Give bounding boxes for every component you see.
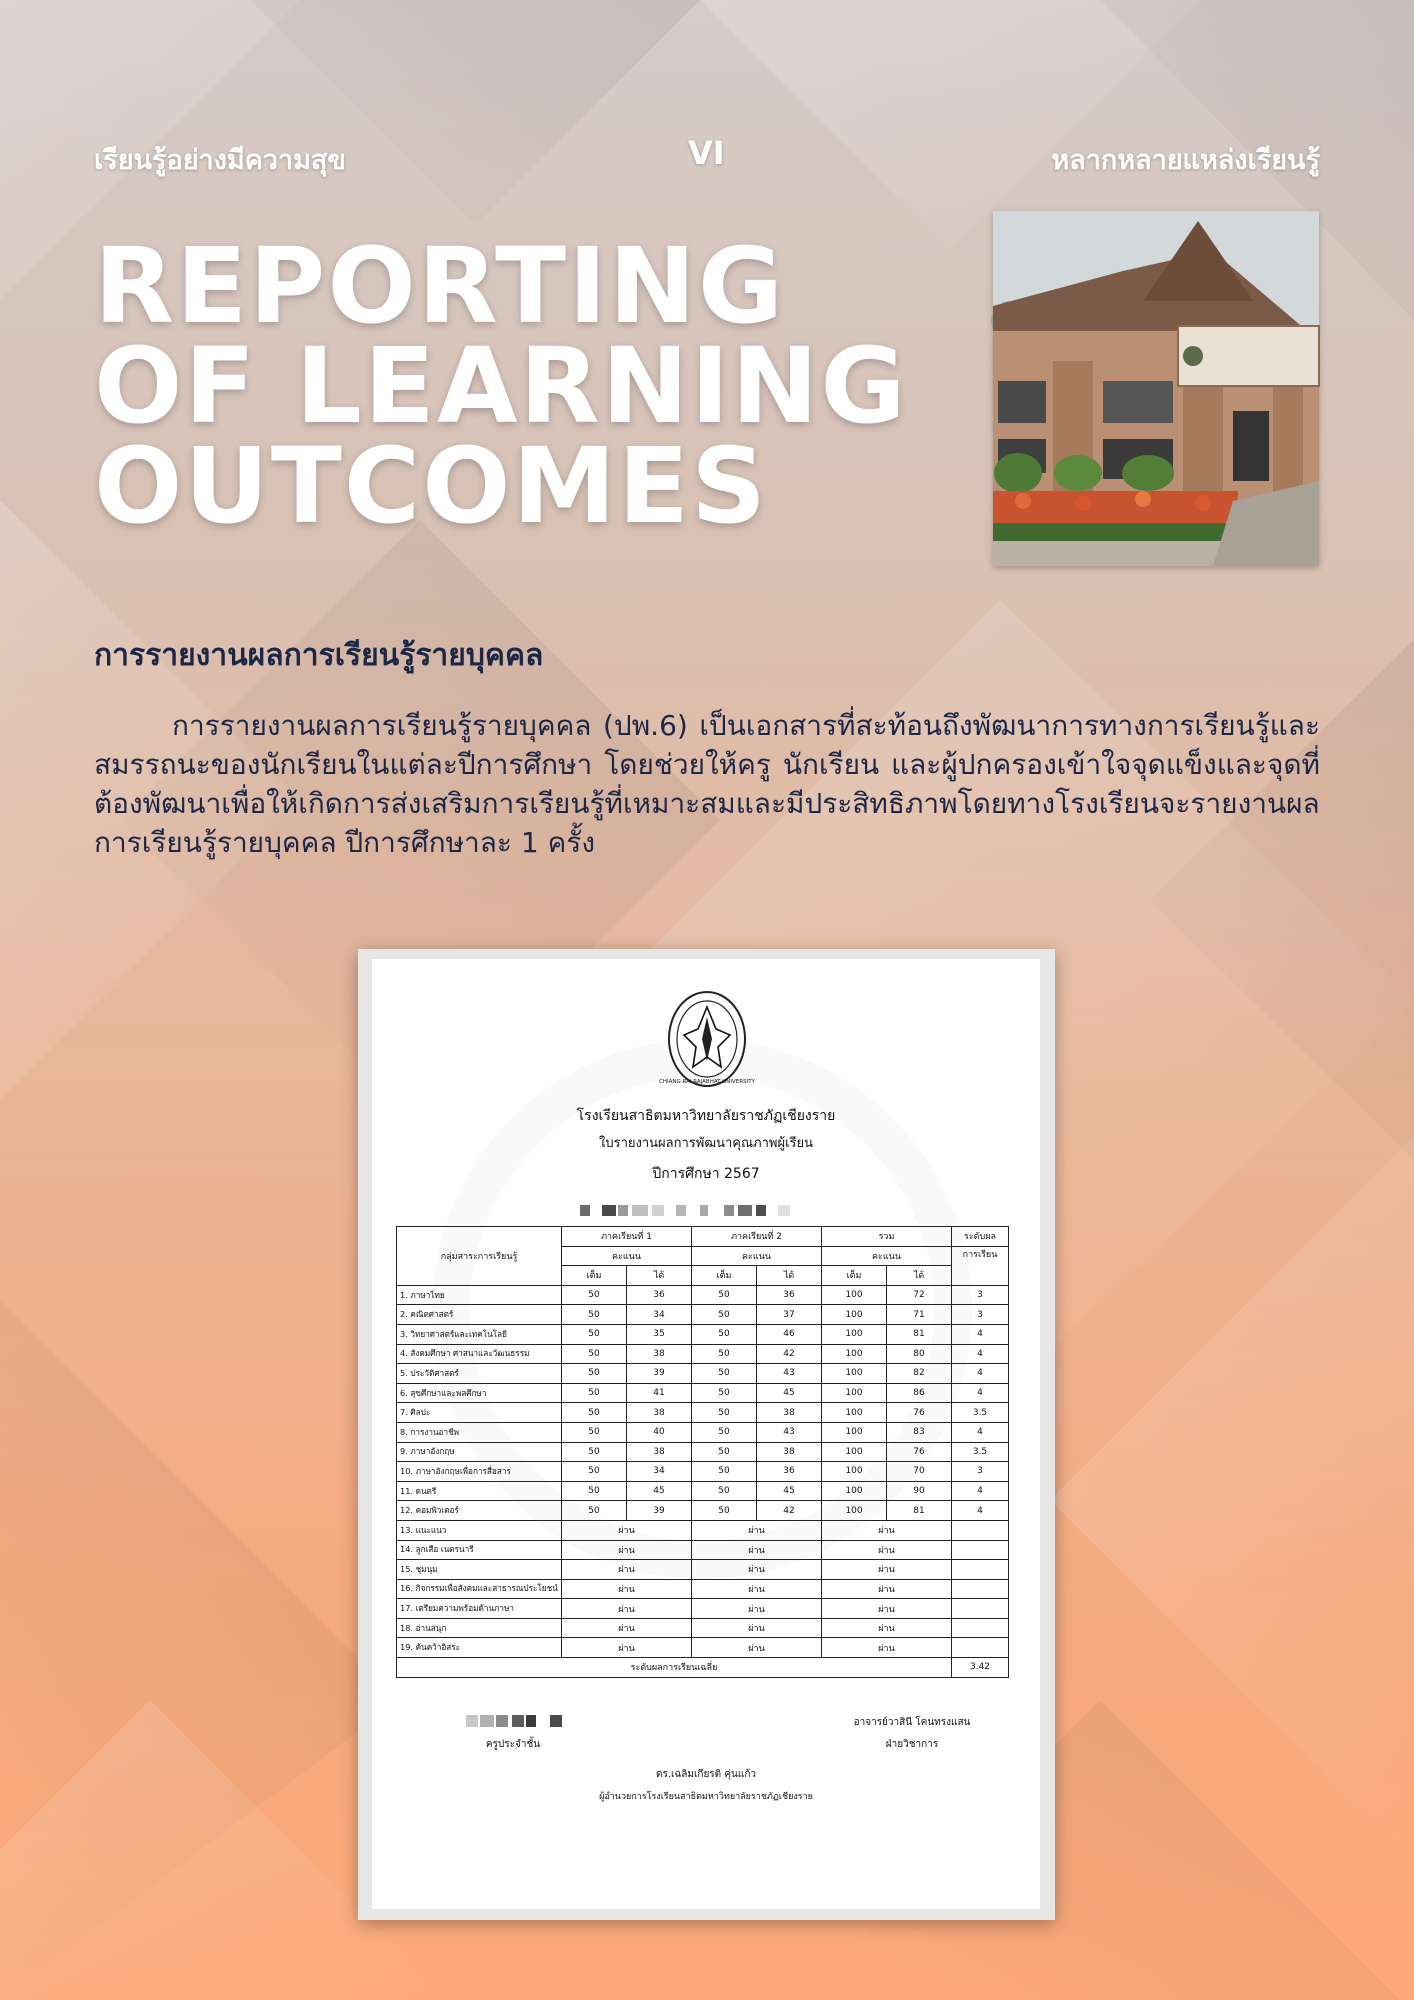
total-full: 100 xyxy=(822,1462,887,1482)
subject-name: 11. ดนตรี xyxy=(397,1481,562,1501)
header-score: คะแนน xyxy=(562,1246,692,1266)
t2-full: 50 xyxy=(692,1383,757,1403)
t2-got: 42 xyxy=(757,1344,822,1364)
activity-name: 18. อ่านสนุก xyxy=(397,1618,562,1638)
t2-got: 37 xyxy=(757,1305,822,1325)
activity-total: ผ่าน xyxy=(822,1560,952,1580)
t2-full: 50 xyxy=(692,1481,757,1501)
t2-full: 50 xyxy=(692,1462,757,1482)
activity-name: 13. แนะแนว xyxy=(397,1520,562,1540)
subject-name: 5. ประวัติศาสตร์ xyxy=(397,1364,562,1384)
activity-row xyxy=(397,1618,1009,1638)
activity-level xyxy=(952,1618,1009,1638)
activity-t2: ผ่าน xyxy=(692,1618,822,1638)
total-full: 100 xyxy=(822,1442,887,1462)
average-value: 3.42 xyxy=(952,1658,1009,1678)
t2-got: 42 xyxy=(757,1501,822,1521)
activity-total: ผ่าน xyxy=(822,1520,952,1540)
report-card-page xyxy=(372,959,1040,1909)
header-score: คะแนน xyxy=(822,1246,952,1266)
activity-total: ผ่าน xyxy=(822,1579,952,1599)
activity-name: 19. ค้นคว้าอิสระ xyxy=(397,1638,562,1658)
t2-got: 38 xyxy=(757,1403,822,1423)
header-right-slogan: หลากหลายแหล่งเรียนรู้ xyxy=(1051,145,1320,176)
t1-got: 45 xyxy=(627,1481,692,1501)
activity-level xyxy=(952,1540,1009,1560)
title-line-3: OUTCOMES xyxy=(94,425,768,547)
title-line-1: REPORTING xyxy=(94,225,786,347)
grade-level: 4 xyxy=(952,1501,1009,1521)
activity-row xyxy=(397,1520,1009,1540)
table-row xyxy=(397,1422,1009,1442)
grade-level: 4 xyxy=(952,1344,1009,1364)
t1-full: 50 xyxy=(562,1344,627,1364)
table-row xyxy=(397,1344,1009,1364)
director-role: ผู้อำนวยการโรงเรียนสาธิตมหาวิทยาลัยราชภัฏเชียงราย xyxy=(599,1792,813,1802)
t2-got: 43 xyxy=(757,1422,822,1442)
t2-got: 36 xyxy=(757,1462,822,1482)
total-full: 100 xyxy=(822,1501,887,1521)
activity-t1: ผ่าน xyxy=(562,1520,692,1540)
section-body-text: การรายงานผลการเรียนรู้รายบุคคล (ปพ.6) เป็นเอกสารที่สะท้อนถึงพัฒนาการทางการเรียนรู้และสมรรถนะของนักเรียนในแต่ละปีการศึกษา โดยช่วยให้ครู นักเรียน และผู้ปกครองเข้าใจจุดแข็งและจุดที่ต้องพัฒนาเพื่อให้เกิดการส่งเสริมการเรียนรู้ที่เหมาะสมและมีประสิทธิภาพโดยทางโรงเรียนจะรายงานผลการเรียนรู้รายบุคคล ปีการศึกษาละ 1 ครั้ง xyxy=(94,709,1320,859)
t2-full: 50 xyxy=(692,1324,757,1344)
activity-t2: ผ่าน xyxy=(692,1540,822,1560)
subject-name: 4. สังคมศึกษา ศาสนาและวัฒนธรรม xyxy=(397,1344,562,1364)
header-row xyxy=(94,134,1320,182)
total-full: 100 xyxy=(822,1344,887,1364)
t2-got: 43 xyxy=(757,1364,822,1384)
total-got: 81 xyxy=(887,1501,952,1521)
total-full: 100 xyxy=(822,1324,887,1344)
section-number: VI xyxy=(688,134,725,172)
table-row xyxy=(397,1305,1009,1325)
table-row xyxy=(397,1462,1009,1482)
svg-text:CHIANG RAI RAJABHAT UNIVERSITY: CHIANG RAI RAJABHAT UNIVERSITY xyxy=(659,1079,755,1085)
activity-level xyxy=(952,1638,1009,1658)
t1-full: 50 xyxy=(562,1422,627,1442)
total-got: 82 xyxy=(887,1364,952,1384)
t1-got: 39 xyxy=(627,1364,692,1384)
t1-got: 38 xyxy=(627,1403,692,1423)
t1-full: 50 xyxy=(562,1285,627,1305)
grades-table xyxy=(396,1226,1009,1678)
average-label: ระดับผลการเรียนเฉลี่ย xyxy=(397,1658,952,1678)
activity-total: ผ่าน xyxy=(822,1638,952,1658)
total-full: 100 xyxy=(822,1481,887,1501)
subject-name: 10. ภาษาอังกฤษเพื่อการสื่อสาร xyxy=(397,1462,562,1482)
total-full: 100 xyxy=(822,1364,887,1384)
activity-t1: ผ่าน xyxy=(562,1599,692,1619)
total-got: 80 xyxy=(887,1344,952,1364)
total-got: 83 xyxy=(887,1422,952,1442)
school-name: โรงเรียนสาธิตมหาวิทยาลัยราชภัฏเชียงราย xyxy=(576,1108,836,1124)
subject-name: 9. ภาษาอังกฤษ xyxy=(397,1442,562,1462)
activity-level xyxy=(952,1599,1009,1619)
t1-got: 34 xyxy=(627,1305,692,1325)
grade-level: 4 xyxy=(952,1481,1009,1501)
activity-total: ผ่าน xyxy=(822,1540,952,1560)
subject-name: 8. การงานอาชีพ xyxy=(397,1422,562,1442)
activity-t2: ผ่าน xyxy=(692,1599,822,1619)
grade-level: 4 xyxy=(952,1383,1009,1403)
header-full: เต็ม xyxy=(822,1266,887,1286)
t1-got: 38 xyxy=(627,1344,692,1364)
header-full: เต็ม xyxy=(562,1266,627,1286)
activity-t1: ผ่าน xyxy=(562,1560,692,1580)
t1-got: 38 xyxy=(627,1442,692,1462)
table-row xyxy=(397,1442,1009,1462)
t2-full: 50 xyxy=(692,1501,757,1521)
t1-got: 40 xyxy=(627,1422,692,1442)
t1-full: 50 xyxy=(562,1462,627,1482)
t1-got: 35 xyxy=(627,1324,692,1344)
activity-name: 14. ลูกเสือ เนตรนารี xyxy=(397,1540,562,1560)
t2-full: 50 xyxy=(692,1422,757,1442)
activity-name: 17. เตรียมความพร้อมด้านภาษา xyxy=(397,1599,562,1619)
total-got: 72 xyxy=(887,1285,952,1305)
grade-level: 4 xyxy=(952,1422,1009,1442)
total-got: 81 xyxy=(887,1324,952,1344)
activity-t2: ผ่าน xyxy=(692,1638,822,1658)
t2-full: 50 xyxy=(692,1364,757,1384)
total-full: 100 xyxy=(822,1383,887,1403)
t2-got: 38 xyxy=(757,1442,822,1462)
t1-got: 39 xyxy=(627,1501,692,1521)
director-name: ดร.เฉลิมเกียรติ คุ่นแก้ว xyxy=(655,1769,756,1780)
table-row xyxy=(397,1285,1009,1305)
activity-t2: ผ่าน xyxy=(692,1560,822,1580)
header-score: คะแนน xyxy=(692,1246,822,1266)
activity-total: ผ่าน xyxy=(822,1599,952,1619)
total-full: 100 xyxy=(822,1403,887,1423)
section-heading: การรายงานผลการเรียนรู้รายบุคคล xyxy=(94,638,544,673)
header-full: เต็ม xyxy=(692,1266,757,1286)
subject-name: 3. วิทยาศาสตร์และเทคโนโลยี xyxy=(397,1324,562,1344)
table-row xyxy=(397,1403,1009,1423)
t1-full: 50 xyxy=(562,1481,627,1501)
activity-t1: ผ่าน xyxy=(562,1579,692,1599)
t1-full: 50 xyxy=(562,1364,627,1384)
table-row xyxy=(397,1383,1009,1403)
total-got: 76 xyxy=(887,1403,952,1423)
t2-full: 50 xyxy=(692,1403,757,1423)
t1-full: 50 xyxy=(562,1305,627,1325)
activity-row xyxy=(397,1540,1009,1560)
table-row xyxy=(397,1324,1009,1344)
average-row xyxy=(397,1658,1009,1678)
report-title: ใบรายงานผลการพัฒนาคุณภาพผู้เรียน xyxy=(598,1136,813,1151)
subject-name: 6. สุขศึกษาและพลศึกษา xyxy=(397,1383,562,1403)
title-line-2: OF LEARNING xyxy=(94,325,908,447)
activity-row xyxy=(397,1579,1009,1599)
activity-row xyxy=(397,1560,1009,1580)
t2-got: 45 xyxy=(757,1383,822,1403)
activity-level xyxy=(952,1579,1009,1599)
header-got: ได้ xyxy=(887,1266,952,1286)
total-got: 70 xyxy=(887,1462,952,1482)
header-total: รวม xyxy=(822,1227,952,1247)
header-subject-group: กลุ่มสาระการเรียนรู้ xyxy=(397,1227,562,1286)
activity-total: ผ่าน xyxy=(822,1618,952,1638)
homeroom-teacher-role: ครูประจำชั้น xyxy=(485,1739,541,1750)
activity-row xyxy=(397,1638,1009,1658)
grade-level: 3 xyxy=(952,1305,1009,1325)
t1-full: 50 xyxy=(562,1383,627,1403)
t1-got: 36 xyxy=(627,1285,692,1305)
grade-level: 4 xyxy=(952,1324,1009,1344)
table-row xyxy=(397,1501,1009,1521)
total-full: 100 xyxy=(822,1305,887,1325)
header-left-slogan: เรียนรู้อย่างมีความสุข xyxy=(94,145,346,176)
table-row xyxy=(397,1481,1009,1501)
header-term2: ภาคเรียนที่ 2 xyxy=(692,1227,822,1247)
grade-level: 4 xyxy=(952,1364,1009,1384)
header-got: ได้ xyxy=(757,1266,822,1286)
redacted-student-name xyxy=(580,1205,832,1216)
t1-full: 50 xyxy=(562,1403,627,1423)
total-got: 76 xyxy=(887,1442,952,1462)
redacted-teacher-name xyxy=(466,1715,562,1727)
table-row xyxy=(397,1364,1009,1384)
t2-got: 46 xyxy=(757,1324,822,1344)
page-title xyxy=(94,225,908,547)
t1-got: 41 xyxy=(627,1383,692,1403)
report-card-document xyxy=(358,949,1055,1920)
t2-full: 50 xyxy=(692,1344,757,1364)
grade-level: 3.5 xyxy=(952,1442,1009,1462)
university-crest-icon xyxy=(659,989,755,1089)
total-got: 86 xyxy=(887,1383,952,1403)
subject-name: 2. คณิตศาสตร์ xyxy=(397,1305,562,1325)
subject-name: 7. ศิลปะ xyxy=(397,1403,562,1423)
grade-level: 3 xyxy=(952,1462,1009,1482)
t2-got: 36 xyxy=(757,1285,822,1305)
t1-full: 50 xyxy=(562,1442,627,1462)
subject-name: 1. ภาษาไทย xyxy=(397,1285,562,1305)
header-level-line1: ระดับผล xyxy=(952,1227,1009,1247)
academic-name: อาจารย์วาสินี โคนทรงแสน xyxy=(853,1717,971,1728)
activity-t1: ผ่าน xyxy=(562,1638,692,1658)
activity-t1: ผ่าน xyxy=(562,1540,692,1560)
header-got: ได้ xyxy=(627,1266,692,1286)
school-building-photo xyxy=(993,211,1319,566)
t2-got: 45 xyxy=(757,1481,822,1501)
grade-level: 3.5 xyxy=(952,1403,1009,1423)
total-full: 100 xyxy=(822,1285,887,1305)
subject-name: 12. คอมพิวเตอร์ xyxy=(397,1501,562,1521)
t2-full: 50 xyxy=(692,1305,757,1325)
activity-t1: ผ่าน xyxy=(562,1618,692,1638)
activity-row xyxy=(397,1599,1009,1619)
header-term1: ภาคเรียนที่ 1 xyxy=(562,1227,692,1247)
t2-full: 50 xyxy=(692,1442,757,1462)
activity-level xyxy=(952,1520,1009,1540)
activity-name: 15. ชุมนุม xyxy=(397,1560,562,1580)
t2-full: 50 xyxy=(692,1285,757,1305)
activity-t2: ผ่าน xyxy=(692,1520,822,1540)
t1-got: 34 xyxy=(627,1462,692,1482)
academic-year: ปีการศึกษา 2567 xyxy=(652,1166,760,1182)
activity-t2: ผ่าน xyxy=(692,1579,822,1599)
grade-level: 3 xyxy=(952,1285,1009,1305)
activity-level xyxy=(952,1560,1009,1580)
total-got: 90 xyxy=(887,1481,952,1501)
activity-name: 16. กิจกรรมเพื่อสังคมและสาธารณประโยชน์ xyxy=(397,1579,562,1599)
total-full: 100 xyxy=(822,1422,887,1442)
header-level-line2: การเรียน xyxy=(952,1246,1009,1285)
t1-full: 50 xyxy=(562,1324,627,1344)
academic-role: ฝ่ายวิชาการ xyxy=(885,1739,939,1750)
total-got: 71 xyxy=(887,1305,952,1325)
t1-full: 50 xyxy=(562,1501,627,1521)
